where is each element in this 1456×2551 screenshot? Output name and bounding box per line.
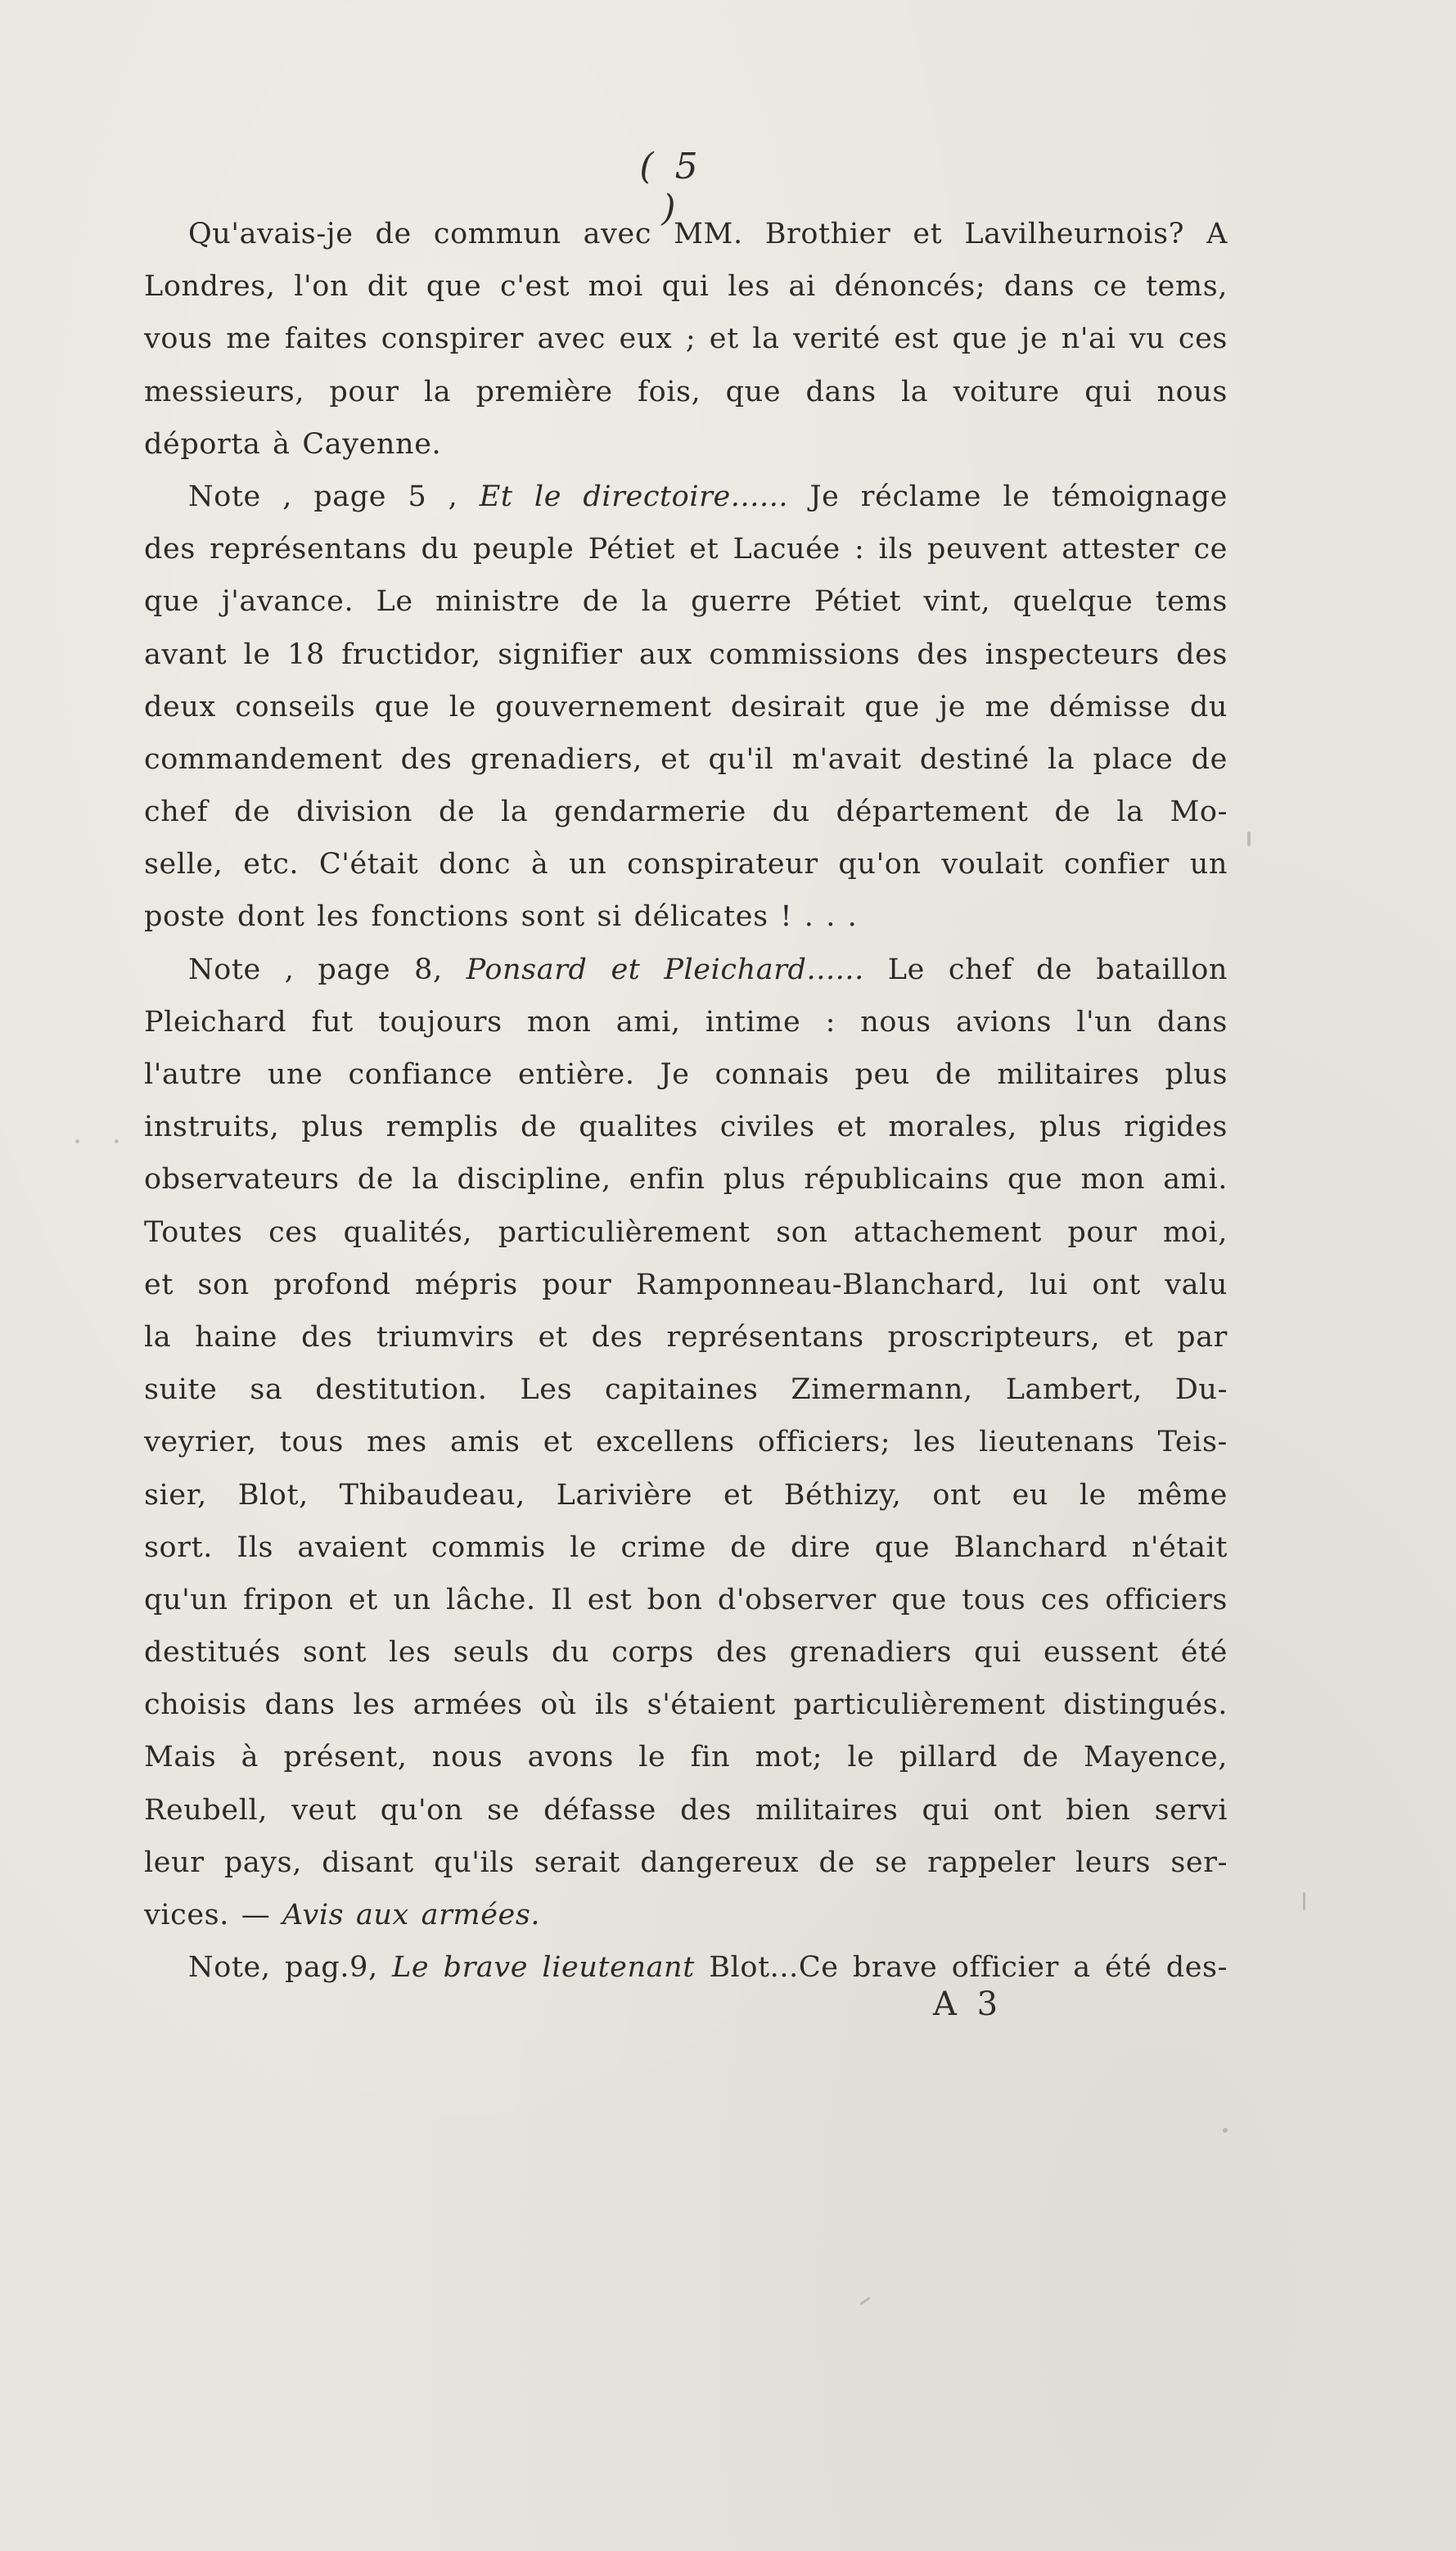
- text-line: [144, 1941, 1228, 1994]
- text-line: qu'un fripon et un lâche. Il est bon d'observer que tous ces officiers: [144, 1583, 1228, 1616]
- text-line: et son profond mépris pour Ramponneau-Blanchard, lui ont valu: [144, 1268, 1228, 1301]
- text-line: sier, Blot, Thibaudeau, Larivière et Béthizy, ont eu le même: [144, 1478, 1228, 1512]
- text-line: leur pays, disant qu'ils serait dangereux de se rappeler leurs ser-: [144, 1846, 1228, 1879]
- text-line: vous me faites conspirer avec eux ; et la verité est que je n'ai vu ces: [144, 322, 1228, 356]
- text-line: observateurs de la discipline, enfin plus républicains que mon ami.: [144, 1163, 1228, 1197]
- paper-speck: [1247, 832, 1251, 846]
- text-line: deux conseils que le gouvernement desirait que je me démisse du: [144, 690, 1228, 723]
- text-segment: Note , page 5 ,: [188, 480, 480, 513]
- text-line: des représentans du peuple Pétiet et Lacuée : ils peuvent attester ce: [144, 533, 1228, 566]
- text-line: Mais à présent, nous avons le fin mot; le pillard de Mayence,: [144, 1741, 1228, 1774]
- text-segment: Je réclame le témoignage: [788, 480, 1228, 513]
- signature-mark: A 3: [933, 1985, 1003, 2023]
- italic-citation: Le brave lieutenant: [392, 1951, 695, 1985]
- page-number: ( 5 ): [639, 146, 703, 229]
- text-line: Londres, l'on dit que c'est moi qui les ai dénoncés; dans ce tems,: [144, 270, 1228, 304]
- paper-speck: [859, 2296, 870, 2305]
- text-line: que j'avance. Le ministre de la guerre Pétiet vint, quelque tems: [144, 585, 1228, 619]
- text-line: chef de division de la gendarmerie du département de la Mo-: [144, 795, 1228, 829]
- text-line: déporta à Cayenne.: [144, 427, 442, 461]
- text-line: [144, 944, 1228, 996]
- text-line: Reubell, veut qu'on se défasse des militaires qui ont bien servi: [144, 1793, 1228, 1827]
- text-line: Qu'avais-je de commun avec MM. Brothier et Lavilheurnois? A: [188, 218, 1228, 250]
- text-segment: Note, pag.9,: [188, 1951, 393, 1985]
- text-line: destitués sont les seuls du corps des grenadiers qui eussent été: [144, 1636, 1228, 1670]
- italic-citation: Ponsard et Pleichard......: [466, 953, 864, 986]
- text-segment: Note , page 8,: [188, 953, 467, 986]
- text-line: [144, 1889, 1228, 1941]
- text-line: la haine des triumvirs et des représentans proscripteurs, et par: [144, 1320, 1228, 1354]
- paper-speck: [1223, 2128, 1228, 2133]
- paper-speck: [115, 1139, 119, 1143]
- text-line: Toutes ces qualités, particulièrement son attachement pour moi,: [144, 1215, 1228, 1249]
- text-segment: vices. —: [144, 1899, 283, 1931]
- text-line: avant le 18 fructidor, signifier aux commissions des inspecteurs des: [144, 638, 1228, 671]
- paper-speck: [1303, 1892, 1305, 1910]
- text-line: [144, 471, 1228, 523]
- text-segment: Le chef de bataillon: [863, 953, 1228, 986]
- text-segment: Blot...Ce brave officier a été des-: [694, 1951, 1228, 1985]
- text-line: veyrier, tous mes amis et excellens officiers; les lieutenans Teis-: [144, 1426, 1228, 1459]
- text-line: commandement des grenadiers, et qu'il m'avait destiné la place de: [144, 742, 1228, 776]
- text-line: choisis dans les armées où ils s'étaient particulièrement distingués.: [144, 1688, 1228, 1722]
- body-text: [144, 208, 1228, 1994]
- text-line: Pleichard fut toujours mon ami, intime : nous avions l'un dans: [144, 1005, 1228, 1039]
- text-line: l'autre une confiance entière. Je connais peu de militaires plus: [144, 1058, 1228, 1091]
- text-line: poste dont les fonctions sont si délicates ! . . .: [144, 900, 858, 934]
- italic-citation: Et le directoire......: [479, 480, 789, 513]
- italic-citation: Avis aux armées.: [282, 1899, 541, 1931]
- text-line: sort. Ils avaient commis le crime de dire que Blanchard n'était: [144, 1530, 1228, 1564]
- text-line: instruits, plus remplis de qualites civiles et morales, plus rigides: [144, 1111, 1228, 1144]
- text-line: selle, etc. C'était donc à un conspirateur qu'on voulait confier un: [144, 848, 1228, 881]
- text-line: suite sa destitution. Les capitaines Zimermann, Lambert, Du-: [144, 1373, 1228, 1407]
- text-line: messieurs, pour la première fois, que dans la voiture qui nous: [144, 375, 1228, 408]
- paper-speck: [75, 1139, 79, 1143]
